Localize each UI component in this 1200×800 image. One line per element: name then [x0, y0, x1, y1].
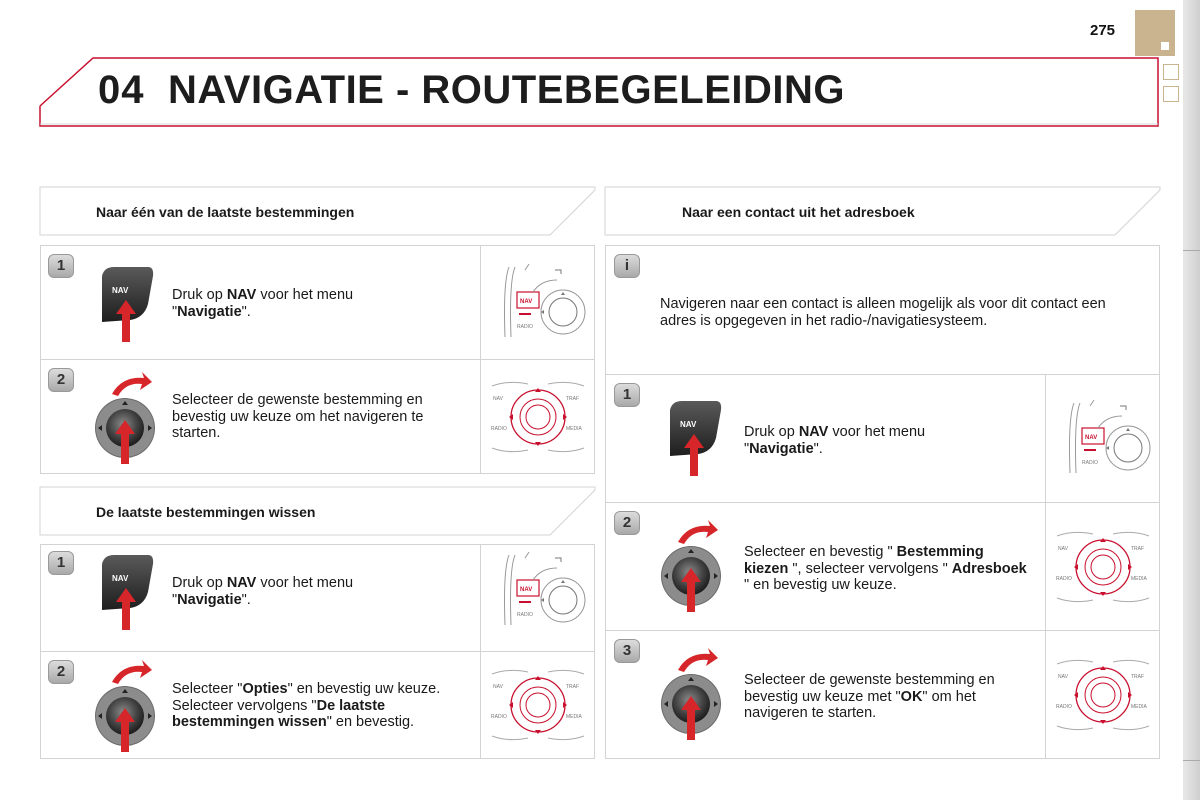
- radio-label: RADIO: [1056, 704, 1072, 710]
- console-nav-diagram: [495, 262, 590, 344]
- step-number-badge: 2: [48, 660, 74, 684]
- rotary-knob-icon: [92, 368, 158, 466]
- traf-label: TRAF: [1131, 546, 1145, 552]
- radio-label: RADIO: [517, 324, 533, 330]
- step-text: Druk op NAV voor het menu "Navigatie".: [744, 424, 926, 457]
- step-number-badge: 2: [48, 368, 74, 392]
- section-title-recent-destinations: Naar één van de laatste bestemmingen: [96, 204, 355, 220]
- nav-button-icon: [96, 552, 158, 632]
- step-number-badge: 1: [48, 551, 74, 575]
- step-number-badge: 1: [614, 383, 640, 407]
- nav-button-label: NAV: [680, 420, 697, 429]
- nav-label: NAV: [493, 396, 503, 402]
- media-label: MEDIA: [566, 426, 582, 432]
- radio-label: RADIO: [1082, 460, 1098, 466]
- rotary-knob-icon: [658, 644, 724, 742]
- traf-label: TRAF: [566, 684, 580, 690]
- nav-label: NAV: [493, 684, 503, 690]
- step-text: Selecteer de gewenste bestemming en bevestig uw keuze met "OK" om het navigeren te starten.: [744, 672, 995, 721]
- nav-label: NAV: [1085, 435, 1098, 441]
- console-nav-diagram: [495, 550, 590, 632]
- chapter-number: 04: [98, 68, 145, 112]
- console-knob-diagram: [1053, 526, 1153, 608]
- rotary-knob-icon: [92, 656, 158, 754]
- nav-label: NAV: [520, 587, 533, 593]
- section-title-clear-destinations: De laatste bestemmingen wissen: [96, 504, 316, 520]
- nav-button-icon: [96, 264, 158, 344]
- step-text: Druk op NAV voor het menu "Navigatie".: [172, 575, 354, 608]
- step-text: Selecteer en bevestig " Bestemming kiezen ", selecteer vervolgens " Adresboek " en bevestig uw keuze.: [744, 544, 1027, 593]
- step-text: Druk op NAV voor het menu "Navigatie".: [172, 287, 354, 320]
- radio-label: RADIO: [1056, 576, 1072, 582]
- console-knob-diagram: [1053, 654, 1153, 736]
- nav-label: NAV: [520, 299, 533, 305]
- console-knob-diagram: [488, 664, 588, 746]
- page-edge: [1183, 0, 1200, 800]
- step-text: Selecteer de gewenste bestemming en bevestig uw keuze om het navigeren te starten.: [172, 392, 424, 441]
- media-label: MEDIA: [1131, 576, 1147, 582]
- section-title-contact-addressbook: Naar een contact uit het adresboek: [682, 204, 915, 220]
- console-nav-diagram: [1060, 398, 1155, 480]
- info-text: Navigeren naar een contact is alleen mogelijk als voor dit contact een adres is opgegeven in het radio-/navigatiesysteem.: [660, 296, 1106, 329]
- radio-label: RADIO: [517, 612, 533, 618]
- step-number-badge: 2: [614, 511, 640, 535]
- step-text: Selecteer "Opties" en bevestig uw keuze. Selecteer vervolgens "De laatste bestemmingen wissen" en bevestig.: [172, 681, 441, 730]
- chapter-title: NAVIGATIE - ROUTEBEGELEIDING: [168, 68, 845, 112]
- console-knob-diagram: [488, 376, 588, 458]
- nav-button-label: NAV: [112, 574, 129, 583]
- radio-label: RADIO: [491, 426, 507, 432]
- traf-label: TRAF: [1131, 674, 1145, 680]
- step-number-badge: 1: [48, 254, 74, 278]
- rotary-knob-icon: [658, 516, 724, 614]
- page-number: 275: [1090, 22, 1116, 39]
- nav-label: NAV: [1058, 546, 1068, 552]
- info-icon: i: [614, 254, 640, 278]
- step-number-badge: 3: [614, 639, 640, 663]
- traf-label: TRAF: [566, 396, 580, 402]
- nav-button-label: NAV: [112, 286, 129, 295]
- radio-label: RADIO: [491, 714, 507, 720]
- media-label: MEDIA: [566, 714, 582, 720]
- nav-button-icon: [664, 398, 726, 478]
- nav-label: NAV: [1058, 674, 1068, 680]
- media-label: MEDIA: [1131, 704, 1147, 710]
